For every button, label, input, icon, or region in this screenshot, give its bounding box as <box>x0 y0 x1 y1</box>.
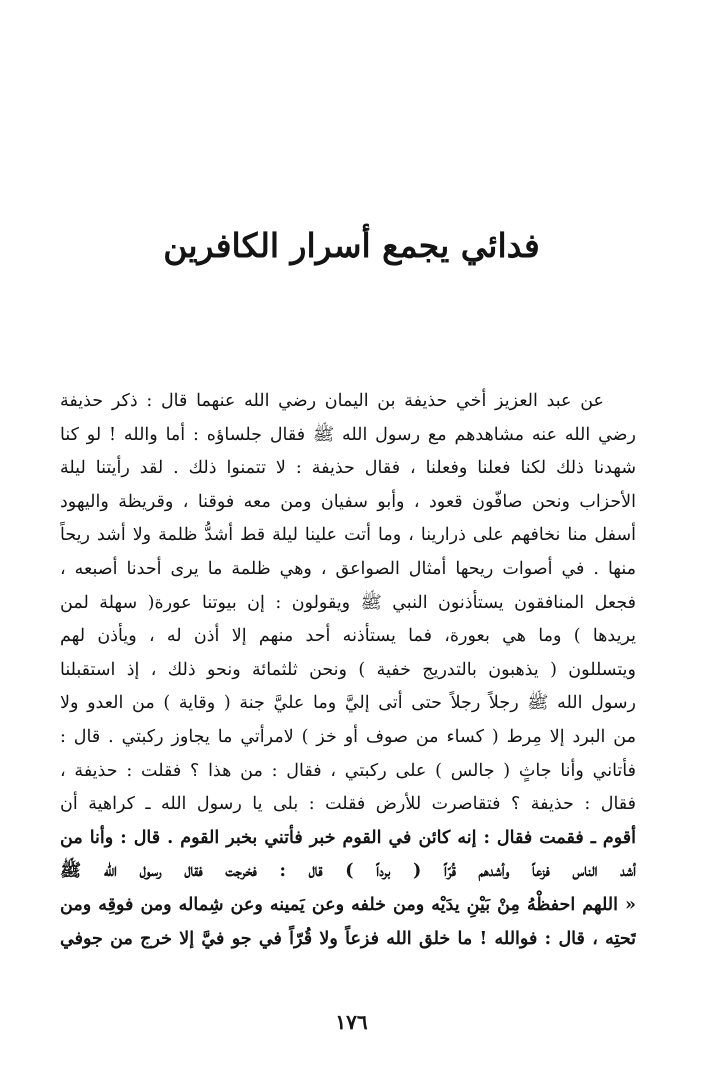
text-line-16: « اللهم احفظْهُ مِنْ بَيْنِ يدَيْه ومن خلفه وعن يَمينه وعن شِماله ومن فوقِه ومن <box>60 894 636 915</box>
text-line-7: فجعل المنافقون يستأذنون النبي ﷺ ويقولون : إن بيوتنا عورة( سهلة لمن <box>60 592 636 613</box>
text-line-5: أسفل منا نخافهم على ذرارينا ، وما أتت علينا ليلة قط أشدُّ ظلمة ولا أشد ريحاً <box>60 525 636 546</box>
text-line-14: أقوم ـ فقمت فقال : إنه كائن في القوم خبر فأتني بخبر القوم . قال : وأنا من <box>60 827 636 848</box>
text-line-11: من البرد إلا مِرط ( كساء من صوف أو خز ) لامرأتي ما يجاوز ركبتي . قال : <box>60 726 636 747</box>
text-line-10: رسول الله ﷺ رجلاً رجلاً حتى أتى إليَّ وما عليَّ جنة ( وقاية ) من العدو ولا <box>60 693 636 714</box>
text-line-8: يريدها ) وما هي بعورة، فما يستأذنه أحد منهم إلا أذن له ، ويأذن لهم <box>60 626 636 647</box>
chapter-title: فدائي يجمع أسرار الكافرين <box>163 226 540 265</box>
text-line-12: فأتاني وأنا جاثٍ ( جالس ) على ركبتي ، فقال : من هذا ؟ فقلت : حذيفة ، <box>60 760 636 781</box>
text-line-3: شهدنا ذلك لكنا فعلنا وفعلنا ، فقال حذيفة : لا تتمنوا ذلك . لقد رأيتنا ليلة <box>60 458 636 479</box>
text-line-1: عن عبد العزيز أخي حذيفة بن اليمان رضي الله عنهما قال : ذكر حذيفة <box>60 391 604 411</box>
text-line-13: فقال : حذيفة ؟ فتقاصرت للأرض فقلت : بلى يا رسول الله ـ كراهية أن <box>60 794 636 815</box>
text-line-15: أشد الناس فزعاً وأشدهم قُرّاً ( برداً ) قال : فخرجت فقال رسول الله ﷺ <box>60 861 636 882</box>
text-line-2: رضي الله عنه مشاهدهم مع رسول الله ﷺ فقال جلساؤه : أما والله ! لو كنا <box>60 424 636 445</box>
text-line-4: الأحزاب ونحن صافّون قعود ، وأبو سفيان ومن معه فوقنا ، وقريظة واليهود <box>60 491 636 512</box>
text-line-9: ويتسللون ( يذهبون بالتدريج خفية ) ونحن ثلثمائة ونحو ذلك ، إذ استقبلنا <box>60 659 636 680</box>
text-line-17: تَحتِه ، قال : فوالله ! ما خلق الله فزعاً ولا قُرّاً في جو فيَّ إلا خرج من جوفي <box>60 928 636 949</box>
body-text <box>60 385 636 956</box>
page-number: ١٧٦ <box>335 1010 368 1034</box>
text-line-6: منها . في أصوات ريحها أمثال الصواعق ، وهي ظلمة ما يرى أحدنا أصبعه ، <box>60 558 636 579</box>
